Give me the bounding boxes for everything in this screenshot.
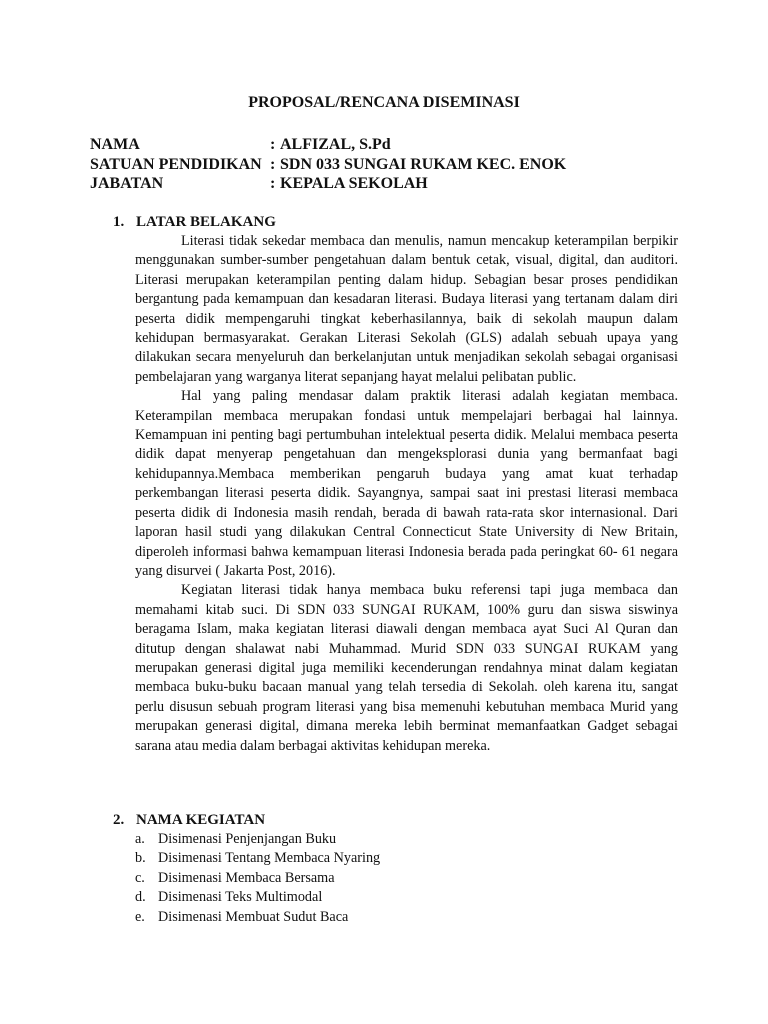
section-title: NAMA KEGIATAN — [136, 812, 266, 828]
identity-label: NAMA — [90, 136, 140, 153]
list-item-text: Disimenasi Membuat Sudut Baca — [158, 908, 349, 925]
identity-block — [90, 135, 690, 194]
paragraph: Hal yang paling mendasar dalam praktik literasi adalah kegiatan membaca. Keterampilan membaca merupakan fondasi untuk mempelajari berbagai hal lainnya. Kemampuan ini penting bagi pertumbuhan intelektual peserta didik. Melalui membaca peserta didik dapat menyerap pengetahuan dan mengeksplorasi dunia yang bermanfaat bagi kehidupannya.Membaca memberikan pengaruh budaya yang amat kuat terhadap perkembangan literasi peserta didik. Sayangnya, sampai saat ini prestasi literasi membaca peserta didik di Indonesia masih rendah, berada di bawah rata-rata skor internasional. Dari laporan hasil studi yang dilakukan Central Connecticut State University di New Britain, diperoleh informasi bahwa kemampuan literasi Indonesia berada pada peringkat 60- 61 negara yang disurvei ( Jakarta Post, 2016). — [135, 388, 678, 579]
list-marker: d. — [135, 889, 146, 906]
identity-label: SATUAN PENDIDIKAN — [90, 155, 262, 173]
list-marker: b. — [135, 850, 146, 867]
list-item-text: Disimenasi Membaca Bersama — [158, 869, 335, 886]
identity-value: SDN 033 SUNGAI RUKAM KEC. ENOK — [280, 155, 567, 173]
list-item-text: Disimenasi Tentang Membaca Nyaring — [158, 850, 381, 867]
identity-separator: : — [270, 155, 276, 173]
list-marker: a. — [135, 831, 145, 847]
paragraph: Kegiatan literasi tidak hanya membaca buku referensi tapi juga membaca dan memahami kitab suci. Di SDN 033 SUNGAI RUKAM, 100% guru dan siswa siswinya beragama Islam, maka kegiatan literasi diawali dengan membaca ayat Suci Al Quran dan ditutup dengan shalawat nabi Muhammad. Murid SDN 033 SUNGAI RUKAM yang merupakan generasi digital juga memiliki kecenderungan rendahnya minat dalam kegiatan membaca buku-buku bacaan manual yang telah tersedia di Sekolah. oleh karena itu, sangat perlu disusun sebuah program literasi yang bisa memenuhi kebutuhan membaca Murid yang merupakan generasi digital, dimana mereka lebih berminat memanfaatkan Gadget sebagai sarana atau media dalam berbagai aktivitas kehidupan mereka. — [135, 582, 678, 754]
section-number: 1. — [113, 214, 125, 230]
activity-list — [135, 830, 678, 927]
section-title: LATAR BELAKANG — [136, 214, 276, 230]
list-item — [135, 849, 678, 868]
list-marker: c. — [135, 869, 145, 886]
list-marker: e. — [135, 908, 145, 925]
identity-separator: : — [270, 136, 276, 153]
identity-value: KEPALA SEKOLAH — [280, 175, 428, 192]
identity-label: JABATAN — [90, 175, 164, 192]
list-item — [135, 869, 678, 888]
list-item — [135, 908, 678, 927]
identity-row-satuan-pendidikan — [90, 155, 690, 175]
identity-value: ALFIZAL, S.Pd — [280, 136, 391, 153]
document-title: PROPOSAL/RENCANA DISEMINASI — [248, 94, 520, 111]
section-heading — [113, 213, 679, 232]
section-body — [135, 232, 678, 756]
paragraph: Literasi tidak sekedar membaca dan menulis, namun mencakup keterampilan berpikir menggunakan sumber-sumber pengetahuan dalam bentuk cetak, visual, digital, dan auditori. Literasi merupakan keterampilan penting dalam hidup. Sebagian besar proses pendidikan bergantung pada kemampuan dan kesadaran literasi. Budaya literasi yang tertanam dalam diri peserta didik mempengaruhi tingkat keberhasilannya, baik di sekolah maupun dalam kehidupan bermasyarakat. Gerakan Literasi Sekolah (GLS) adalah sebuah upaya yang dilakukan secara menyeluruh dan berkelanjutan untuk menjadikan sekolah sebagai organisasi pembelajaran yang warganya literat sepanjang hayat melalui pelibatan public. — [135, 233, 678, 385]
list-item-text: Disimenasi Teks Multimodal — [158, 889, 323, 906]
section-latar-belakang — [113, 213, 679, 756]
section-heading — [113, 811, 679, 830]
identity-separator: : — [270, 175, 276, 192]
list-item — [135, 830, 678, 849]
identity-row-nama — [90, 135, 690, 155]
section-nama-kegiatan — [113, 811, 679, 927]
list-item-text: Disimenasi Penjenjangan Buku — [158, 831, 337, 847]
section-number: 2. — [113, 812, 125, 828]
list-item — [135, 888, 678, 907]
identity-row-jabatan — [90, 174, 690, 194]
